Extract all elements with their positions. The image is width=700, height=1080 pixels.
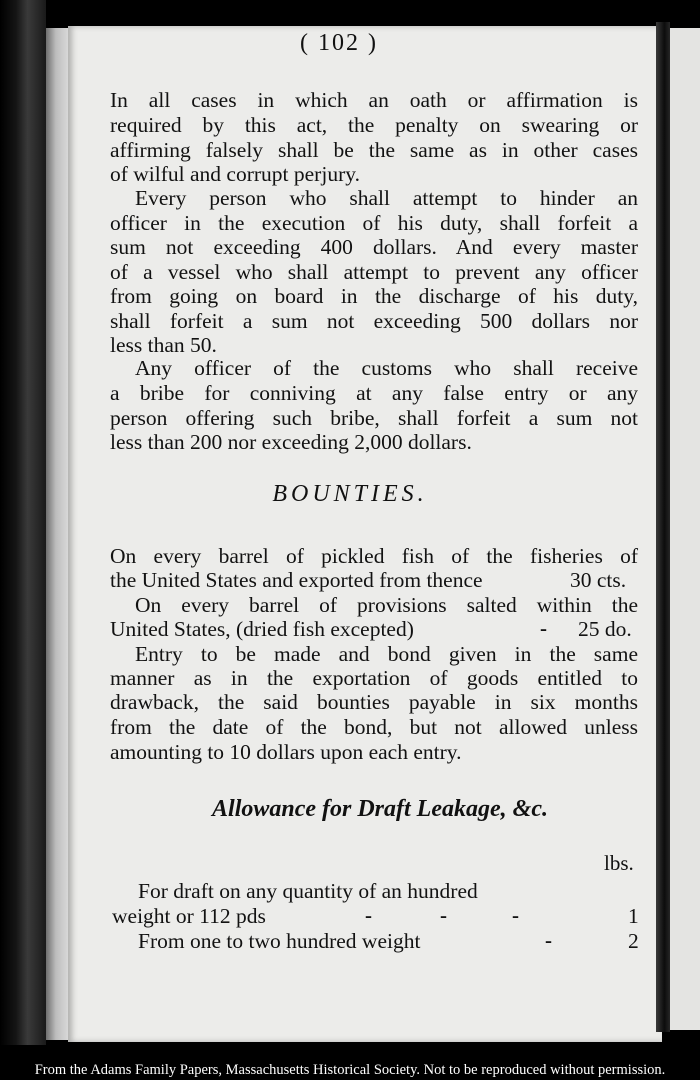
- leader-dash: -: [540, 616, 547, 640]
- leader-dash: -: [512, 903, 519, 927]
- text-line: In all cases in which an oath or affirmation is: [110, 88, 638, 112]
- text-line: less than 50.: [110, 333, 217, 357]
- text-line: On every barrel of pickled fish of the fisheries of: [110, 544, 638, 568]
- subsection-title: Allowance for Draft Leakage, &c.: [212, 796, 548, 822]
- text-line: Entry to be made and bond given in the same: [135, 642, 638, 666]
- allowance-row-text: weight or 112 pds: [112, 904, 266, 928]
- bounty-amount: 25 do.: [578, 617, 632, 641]
- section-title: BOUNTIES.: [272, 481, 428, 507]
- text-line: manner as in the exportation of goods entitled to: [110, 666, 638, 690]
- text-line: a bribe for conniving at any false entry or any: [110, 381, 638, 405]
- leader-dash: -: [440, 903, 447, 927]
- page-number: ( 102 ): [300, 30, 378, 56]
- text-line: shall forfeit a sum not exceeding 500 dollars nor: [110, 309, 638, 333]
- page-edge-strip: [46, 28, 68, 1040]
- text-line: from going on board in the discharge of his duty,: [110, 284, 638, 308]
- text-line: from the date of the bond, but not allowed unless: [110, 715, 638, 739]
- text-line: affirming falsely shall be the same as in other cases: [110, 138, 638, 162]
- allowance-value: 2: [628, 929, 639, 953]
- bounty-amount: 30 cts.: [570, 568, 627, 592]
- book-binding: [0, 0, 46, 1045]
- allowance-value: 1: [628, 904, 639, 928]
- unit-label: lbs.: [604, 851, 634, 875]
- text-line: drawback, the said bounties payable in six months: [110, 690, 638, 714]
- text-line: amounting to 10 dollars upon each entry.: [110, 740, 462, 764]
- adjacent-page-edge: [670, 28, 700, 1030]
- text-line: less than 200 nor exceeding 2,000 dollars.: [110, 430, 472, 454]
- text-line: person offering such bribe, shall forfeit a sum not: [110, 406, 638, 430]
- allowance-row-text: For draft on any quantity of an hundred: [138, 879, 478, 903]
- text-line: of wilful and corrupt perjury.: [110, 162, 360, 186]
- text-line: sum not exceeding 400 dollars. And every master: [110, 235, 638, 259]
- leader-dash: -: [545, 928, 552, 952]
- text-line: On every barrel of provisions salted within the: [135, 593, 638, 617]
- text-line: Any officer of the customs who shall receive: [135, 356, 638, 380]
- text-line: Every person who shall attempt to hinder an: [135, 186, 638, 210]
- book-gutter: [656, 22, 670, 1032]
- allowance-row-text: From one to two hundred weight: [138, 929, 421, 953]
- text-line: the United States and exported from thence: [110, 568, 483, 592]
- text-line: officer in the execution of his duty, shall forfeit a: [110, 211, 638, 235]
- text-line: of a vessel who shall attempt to prevent any officer: [110, 260, 638, 284]
- text-line: required by this act, the penalty on swearing or: [110, 113, 638, 137]
- text-line: United States, (dried fish excepted): [110, 617, 414, 641]
- copyright-footer: From the Adams Family Papers, Massachusetts Historical Society. Not to be reproduced without permission.: [34, 1062, 666, 1078]
- leader-dash: -: [365, 903, 372, 927]
